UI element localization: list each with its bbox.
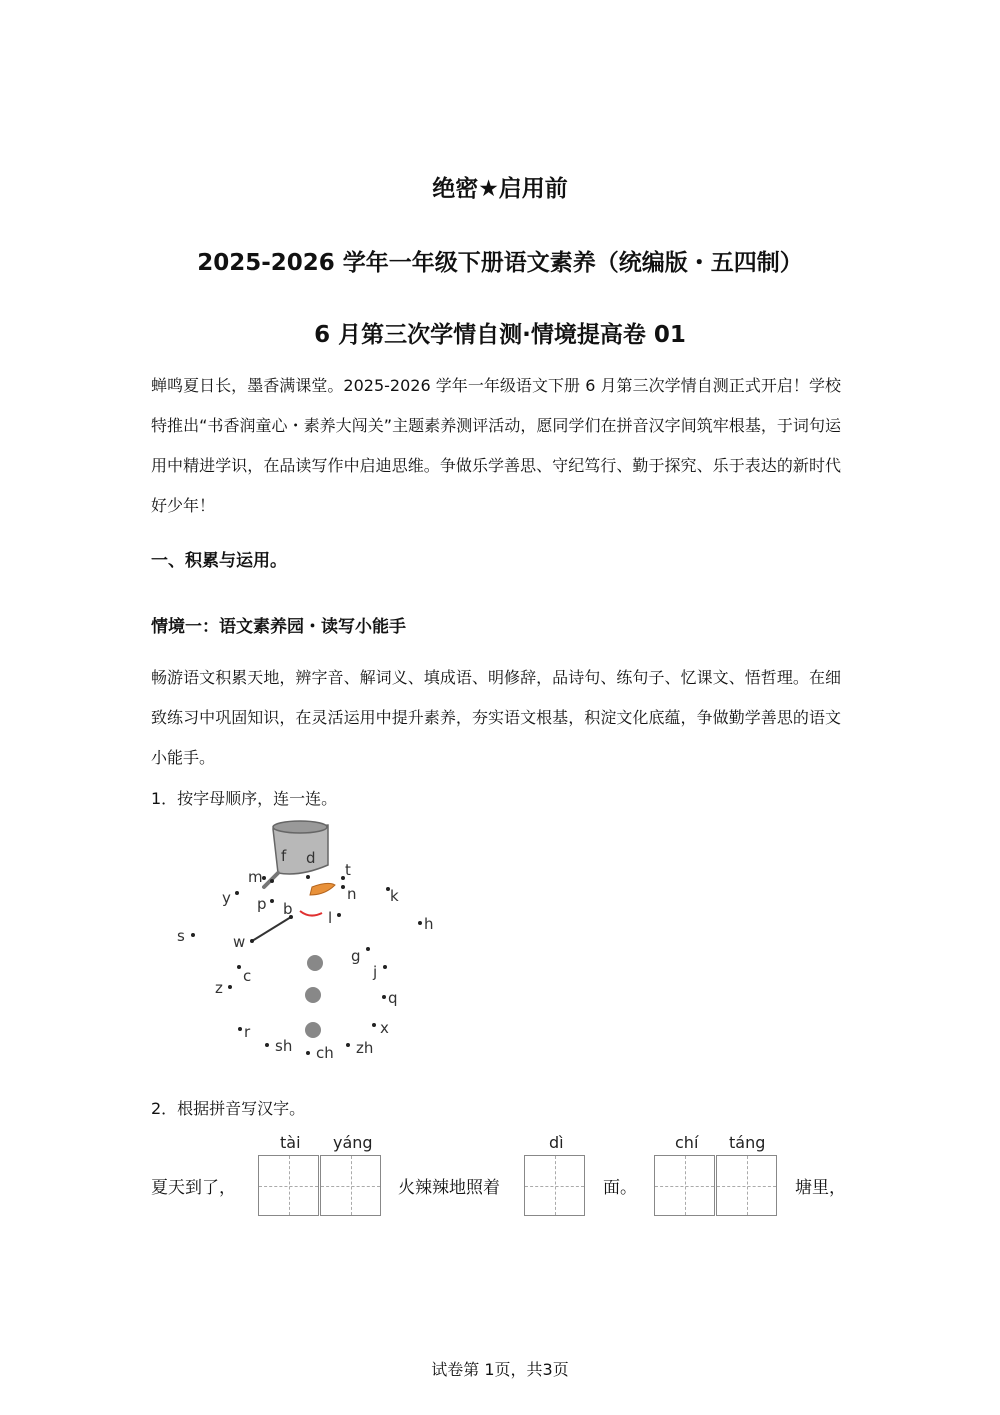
write-box-tang[interactable] xyxy=(716,1155,777,1216)
bucket-rim xyxy=(273,821,327,833)
smile xyxy=(300,911,322,916)
secret-mark: 绝密★启用前 xyxy=(432,176,568,202)
sentence-part-2: 火辣辣地照着 xyxy=(398,1178,500,1198)
pinyin-di: dì xyxy=(549,1133,564,1152)
letter-s: s xyxy=(177,927,185,945)
question-2-prompt: 2．根据拼音写汉字。 xyxy=(151,1099,306,1118)
scenario-paragraph: 畅游语文积累天地，辨字音、解词义、填成语、明修辞，品诗句、练句子、忆课文、悟哲理。在细致练习中巩固知识，在灵活运用中提升素养，夯实语文根基，积淀文化底蕴，争做勤学善思的语文小能手。 xyxy=(151,668,841,767)
letter-c: c xyxy=(243,967,252,985)
write-box-yang[interactable] xyxy=(320,1155,381,1216)
letter-p: p xyxy=(257,895,267,913)
letter-g: g xyxy=(351,947,361,965)
exam-subtitle: 6 月第三次学情自测·情境提高卷 01 xyxy=(314,322,686,348)
letter-m: m xyxy=(248,868,263,886)
letter-w: w xyxy=(233,933,246,951)
letter-r: r xyxy=(244,1023,251,1041)
letter-y: y xyxy=(222,889,231,907)
letter-ch: ch xyxy=(316,1044,334,1062)
letter-z: z xyxy=(215,979,223,997)
button-3 xyxy=(305,1022,321,1038)
example-connection-line xyxy=(252,917,291,941)
pinyin-yang: yáng xyxy=(333,1133,373,1152)
letter-sh: sh xyxy=(275,1037,293,1055)
pinyin-writing-row xyxy=(0,1155,1000,1220)
sentence-part-4: 塘里， xyxy=(795,1178,846,1198)
letter-j: j xyxy=(373,963,378,981)
sentence-part-1: 夏天到了， xyxy=(151,1178,236,1198)
section-heading: 一、积累与运用。 xyxy=(151,551,287,571)
button-1 xyxy=(307,955,323,971)
letter-x: x xyxy=(380,1019,389,1037)
letter-l: l xyxy=(328,909,333,927)
letter-t: t xyxy=(345,861,351,879)
write-box-di[interactable] xyxy=(524,1155,585,1216)
letter-zh: zh xyxy=(356,1039,374,1057)
pinyin-tai: tài xyxy=(280,1133,301,1152)
letter-n: n xyxy=(347,885,357,903)
snowman-dot-puzzle xyxy=(160,815,460,1070)
scenario-heading: 情境一：语文素养园・读写小能手 xyxy=(151,617,406,637)
pinyin-chi: chí xyxy=(675,1133,699,1152)
write-box-chi[interactable] xyxy=(654,1155,715,1216)
letter-b: b xyxy=(283,900,293,918)
page-footer: 试卷第 1页，共3页 xyxy=(431,1360,569,1379)
letter-d: d xyxy=(306,849,316,867)
letter-f: f xyxy=(281,847,287,865)
carrot-nose xyxy=(310,883,335,895)
pinyin-tang: táng xyxy=(729,1133,766,1152)
button-2 xyxy=(305,987,321,1003)
question-1-prompt: 1．按字母顺序，连一连。 xyxy=(151,789,338,808)
sentence-part-3: 面。 xyxy=(603,1178,637,1198)
write-box-tai[interactable] xyxy=(258,1155,319,1216)
letter-h: h xyxy=(424,915,434,933)
letter-q: q xyxy=(388,989,398,1007)
letter-k: k xyxy=(390,887,399,905)
intro-paragraph: 蝉鸣夏日长，墨香满课堂。2025-2026 学年一年级语文下册 6 月第三次学情自测正式开启！学校特推出“书香润童心・素养大闯关”主题素养测评活动，愿同学们在拼音汉字间筑牢根基，于词句运用中精进学识，在品读写作中启迪思维。争做乐学善思、守纪笃行、勤于探究、乐于表达的新时代好少年！ xyxy=(151,376,841,515)
exam-title: 2025-2026 学年一年级下册语文素养（统编版・五四制） xyxy=(197,250,803,276)
